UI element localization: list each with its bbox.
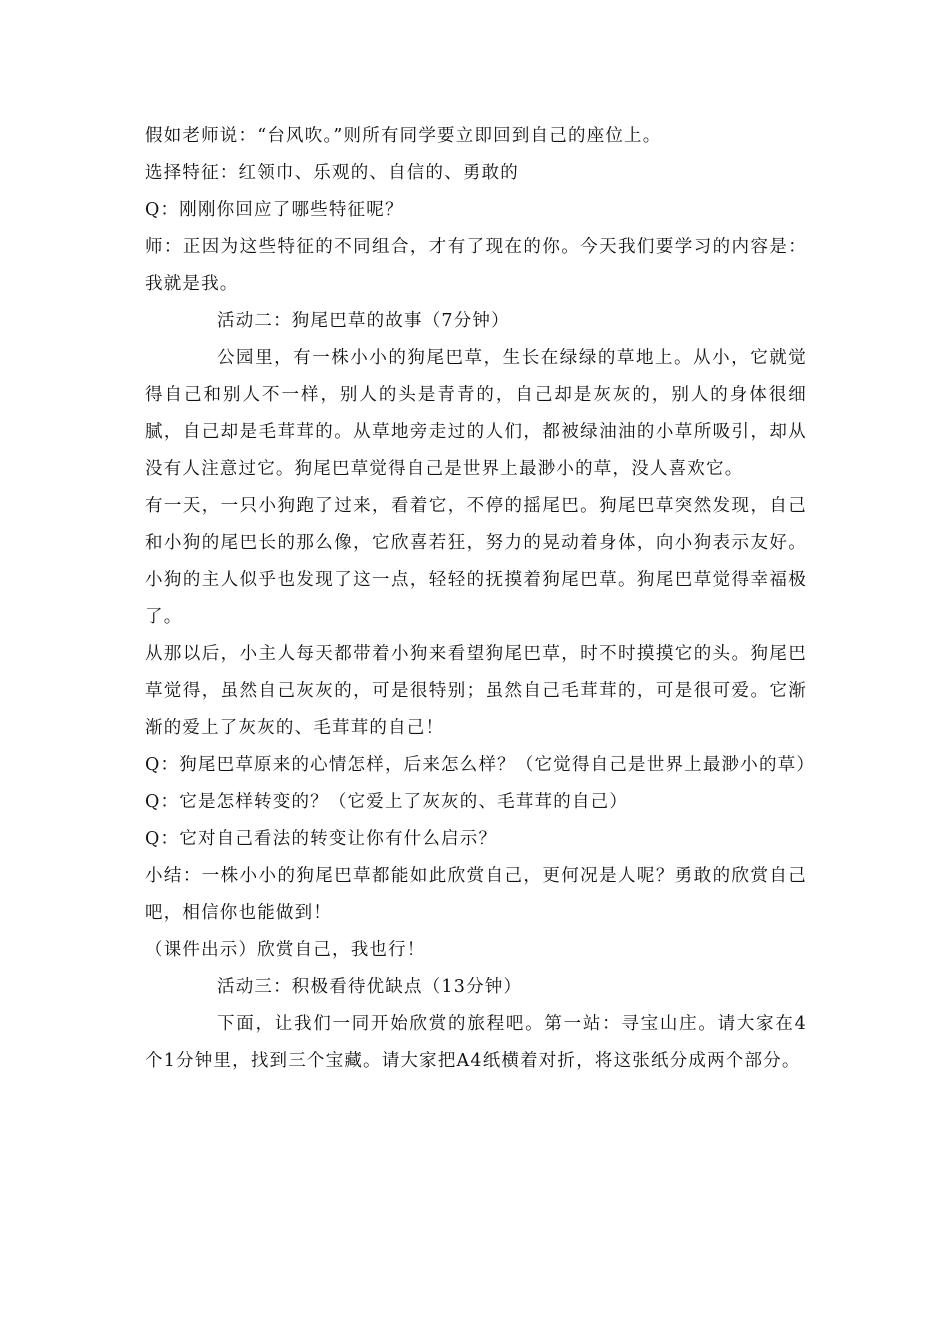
- document-body: [145, 118, 816, 1080]
- paragraph-story-1: 公园里，有一株小小的狗尾巴草，生长在绿绿的草地上。从小，它就觉得自己和别人不一样，别人的头是青青的，自己却是灰灰的，别人的身体很细腻，自己却是毛茸茸的。从草地旁走过的人们，都被绿油油的小草所吸引，却从没有人注意过它。狗尾巴草觉得自己是世界上最渺小的草，没人喜欢它。: [145, 348, 807, 479]
- paragraph-story-2: 有一天，一只小狗跑了过来，看着它，不停的摇尾巴。狗尾巴草突然发现，自己和小狗的尾巴长的那么像，它欣喜若狂，努力的晃动着身体，向小狗表示友好。小狗的主人似乎也发现了这一点，轻轻的抚摸着狗尾巴草。狗尾巴草觉得幸福极了。: [145, 496, 807, 627]
- paragraph-question-mood: Q：狗尾巴草原来的心情怎样，后来怎么样？（它觉得自己是世界上最渺小的草）: [145, 755, 816, 775]
- paragraph-teacher-intro: 师：正因为这些特征的不同组合，才有了现在的你。今天我们要学习的内容是：我就是我。: [145, 237, 807, 294]
- paragraph-treasure: 下面，让我们一同开始欣赏的旅程吧。第一站：寻宝山庄。请大家在4个1分钟里，找到三个宝藏。请大家把A4纸横着对折，将这张纸分成两个部分。: [145, 1014, 807, 1071]
- paragraph-story-3: 从那以后，小主人每天都带着小狗来看望狗尾巴草，时不时摸摸它的头。狗尾巴草觉得，虽然自己灰灰的，可是很特别；虽然自己毛茸茸的，可是很可爱。它渐渐的爱上了灰灰的、毛茸茸的自己！: [145, 644, 807, 738]
- heading-activity-two: 活动二：狗尾巴草的故事（7分钟）: [217, 311, 510, 331]
- paragraph-question-change: Q：它是怎样转变的？（它爱上了灰灰的、毛茸茸的自己）: [145, 792, 629, 812]
- paragraph-traits: 选择特征：红领巾、乐观的、自信的、勇敢的: [145, 163, 519, 183]
- paragraph-slide: （课件出示）欣赏自己，我也行！: [145, 940, 426, 960]
- paragraph-question-traits: Q：刚刚你回应了哪些特征呢？: [145, 200, 404, 220]
- paragraph-summary: 小结：一株小小的狗尾巴草都能如此欣赏自己，更何况是人呢？勇敢的欣赏自己吧，相信你也能做到！: [145, 866, 807, 923]
- paragraph-rule: 假如老师说：“台风吹。”则所有同学要立即回到自己的座位上。: [145, 126, 662, 146]
- heading-activity-three: 活动三：积极看待优缺点（13分钟）: [217, 977, 523, 997]
- paragraph-question-insight: Q：它对自己看法的转变让你有什么启示？: [145, 829, 498, 849]
